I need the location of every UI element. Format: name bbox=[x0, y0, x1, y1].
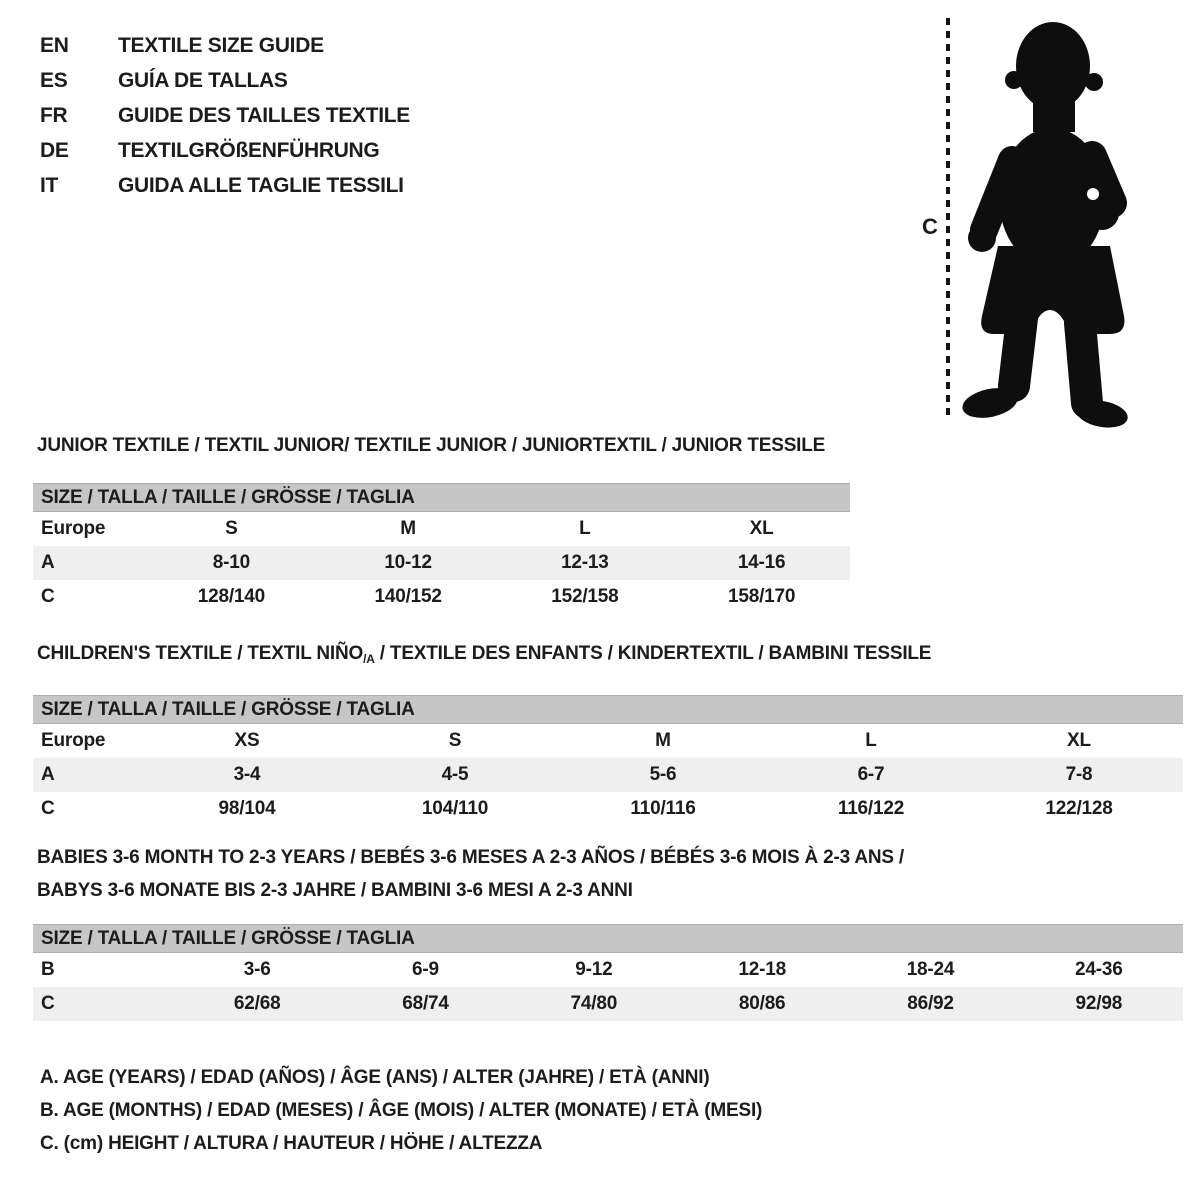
size-cell: 8-10 bbox=[212, 552, 250, 573]
size-cell: 14-16 bbox=[737, 552, 786, 573]
table-row-age bbox=[33, 758, 1183, 792]
size-cell: 4-5 bbox=[441, 764, 469, 785]
size-cell: 18-24 bbox=[906, 959, 955, 980]
row-label: C bbox=[41, 993, 55, 1014]
height-measure-figure bbox=[918, 16, 1163, 432]
language-code: DE bbox=[40, 139, 69, 162]
size-cell: 110/116 bbox=[630, 798, 696, 819]
size-cell: S bbox=[448, 730, 462, 751]
legend-line-c: C. (cm) HEIGHT / ALTURA / HAUTEUR / HÖHE / ALTEZZA bbox=[40, 1133, 543, 1154]
children-title-prefix: CHILDREN'S TEXTILE / TEXTIL NIÑO bbox=[37, 643, 364, 664]
table-row-height bbox=[33, 987, 1183, 1021]
row-label: Europe bbox=[41, 518, 106, 539]
table-row-europe bbox=[33, 724, 1183, 758]
language-code: EN bbox=[40, 34, 69, 57]
guide-title: GUÍA DE TALLAS bbox=[118, 69, 288, 92]
junior-section-title: JUNIOR TEXTILE / TEXTIL JUNIOR/ TEXTILE JUNIOR / JUNIORTEXTIL / JUNIOR TESSILE bbox=[37, 435, 826, 456]
size-header-band: SIZE / TALLA / TAILLE / GRÖSSE / TAGLIA bbox=[33, 924, 1183, 953]
size-cell: 68/74 bbox=[402, 993, 449, 1014]
language-row-fr bbox=[40, 104, 410, 126]
size-cell: 5-6 bbox=[649, 764, 677, 785]
size-header-band: SIZE / TALLA / TAILLE / GRÖSSE / TAGLIA bbox=[33, 483, 850, 512]
guide-title: GUIDE DES TAILLES TEXTILE bbox=[118, 104, 410, 127]
babies-section-title-line2: BABYS 3-6 MONATE BIS 2-3 JAHRE / BAMBINI 3-6 MESI A 2-3 ANNI bbox=[37, 880, 633, 901]
guide-title: TEXTILGRÖßENFÜHRUNG bbox=[118, 139, 380, 162]
size-cell: 116/122 bbox=[837, 798, 905, 819]
guide-title: GUIDA ALLE TAGLIE TESSILI bbox=[118, 174, 404, 197]
language-row-en bbox=[40, 34, 410, 56]
size-cell: 7-8 bbox=[1065, 764, 1093, 785]
row-label: C bbox=[41, 798, 55, 819]
children-textile-section bbox=[33, 642, 1183, 826]
size-cell: 3-6 bbox=[243, 959, 271, 980]
table-row-height bbox=[33, 792, 1183, 826]
row-label: A bbox=[41, 764, 55, 785]
guide-title: TEXTILE SIZE GUIDE bbox=[118, 34, 324, 57]
children-title-sub: /A bbox=[363, 652, 375, 666]
language-code: ES bbox=[40, 69, 68, 92]
size-cell: 128/140 bbox=[197, 586, 266, 607]
junior-textile-section bbox=[33, 434, 850, 614]
size-cell: M bbox=[400, 518, 416, 539]
size-cell: 80/86 bbox=[738, 993, 786, 1014]
size-cell: 122/128 bbox=[1045, 798, 1113, 819]
language-row-de bbox=[40, 139, 410, 161]
size-cell: M bbox=[655, 730, 671, 751]
size-cell: 10-12 bbox=[384, 552, 432, 573]
table-row-age bbox=[33, 546, 850, 580]
row-label: A bbox=[41, 552, 55, 573]
size-cell: 6-9 bbox=[412, 959, 439, 980]
size-cell: 158/170 bbox=[727, 586, 796, 607]
language-row-es bbox=[40, 69, 410, 91]
size-header-band: SIZE / TALLA / TAILLE / GRÖSSE / TAGLIA bbox=[33, 695, 1183, 724]
size-cell: L bbox=[579, 518, 591, 539]
size-cell: XS bbox=[234, 730, 260, 751]
size-cell: 86/92 bbox=[907, 993, 954, 1014]
babies-textile-section bbox=[33, 846, 1183, 1021]
size-cell: 62/68 bbox=[233, 993, 281, 1014]
size-cell: L bbox=[865, 730, 877, 751]
measure-c-label: C bbox=[922, 214, 938, 239]
size-cell: 9-12 bbox=[575, 959, 613, 980]
language-row-it bbox=[40, 174, 410, 196]
toddler-silhouette-icon bbox=[940, 18, 1146, 430]
size-cell: XL bbox=[1067, 730, 1091, 751]
table-row-europe bbox=[33, 512, 850, 546]
legend-line-a: A. AGE (YEARS) / EDAD (AÑOS) / ÂGE (ANS) / ALTER (JAHRE) / ETÀ (ANNI) bbox=[40, 1067, 710, 1088]
size-cell: XL bbox=[749, 518, 774, 539]
legend-line-b: B. AGE (MONTHS) / EDAD (MESES) / ÂGE (MOIS) / ALTER (MONATE) / ETÀ (MESI) bbox=[40, 1100, 763, 1121]
size-cell: 92/98 bbox=[1075, 993, 1123, 1014]
size-cell: 152/158 bbox=[551, 586, 619, 607]
size-cell: 140/152 bbox=[374, 586, 442, 607]
measure-legend bbox=[40, 1066, 762, 1165]
language-code: FR bbox=[40, 104, 68, 127]
size-cell: 24-36 bbox=[1075, 959, 1123, 980]
size-cell: 3-4 bbox=[233, 764, 261, 785]
language-code: IT bbox=[40, 174, 59, 197]
size-cell: 12-13 bbox=[561, 552, 609, 573]
size-cell: 104/110 bbox=[421, 798, 489, 819]
table-row-months bbox=[33, 953, 1183, 987]
children-section-title bbox=[33, 642, 1183, 671]
row-label: C bbox=[41, 586, 55, 607]
row-label: Europe bbox=[41, 730, 106, 751]
size-cell: 74/80 bbox=[570, 993, 618, 1014]
size-cell: 6-7 bbox=[857, 764, 885, 785]
table-row-height bbox=[33, 580, 850, 614]
children-title-suffix: / TEXTILE DES ENFANTS / KINDERTEXTIL / BAMBINI TESSILE bbox=[374, 643, 932, 664]
size-cell: S bbox=[225, 518, 238, 539]
size-cell: 98/104 bbox=[218, 798, 276, 819]
babies-section-title-line1: BABIES 3-6 MONTH TO 2-3 YEARS / BEBÉS 3-6 MESES A 2-3 AÑOS / BÉBÉS 3-6 MOIS À 2-3 ANS / bbox=[37, 847, 905, 868]
size-cell: 12-18 bbox=[738, 959, 786, 980]
row-label: B bbox=[41, 959, 55, 980]
language-title-list bbox=[40, 34, 410, 209]
